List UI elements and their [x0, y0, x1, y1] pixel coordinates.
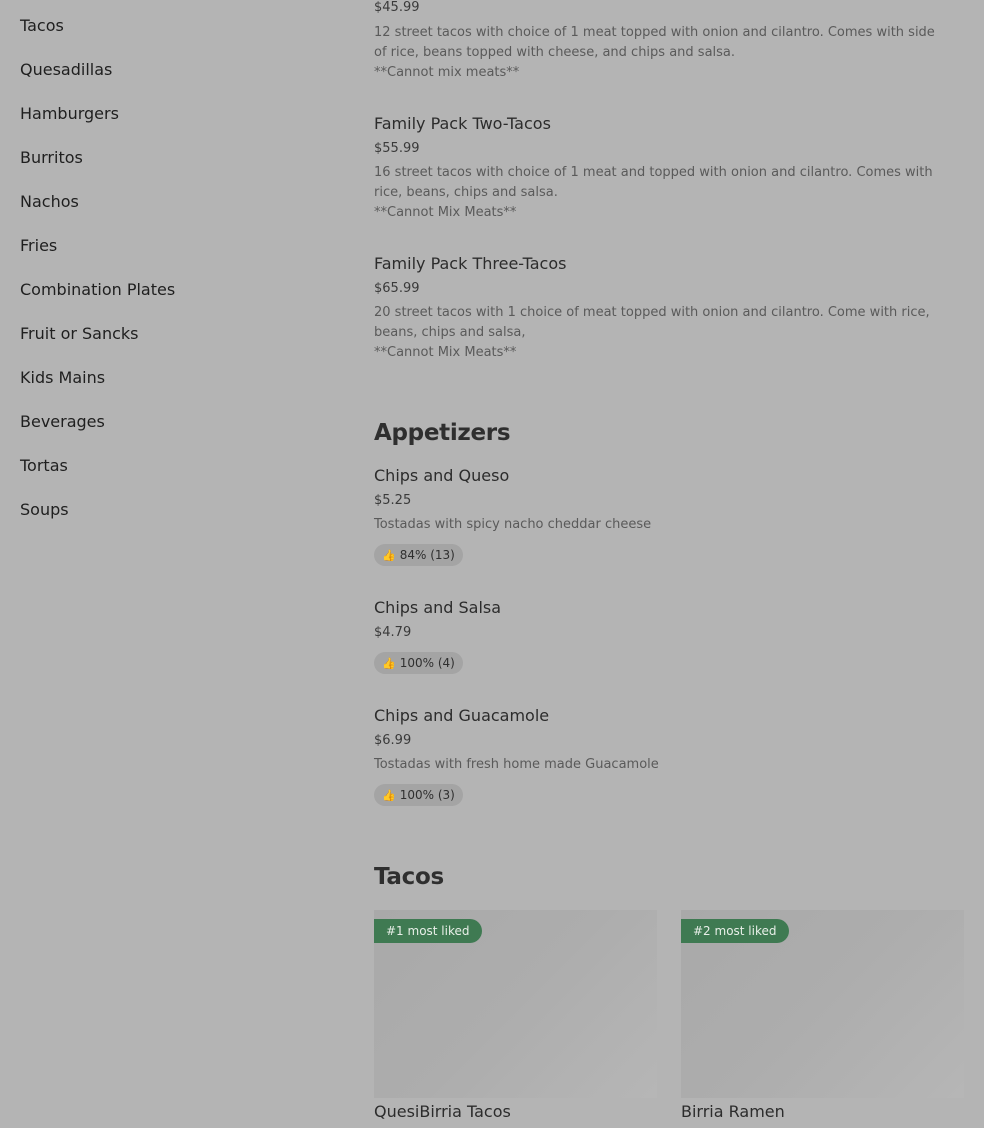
rating-text: 100% (3) [399, 788, 455, 802]
item-price: $55.99 [374, 141, 420, 156]
sidebar-item-nachos[interactable]: Nachos [20, 192, 79, 211]
rating-badge [374, 544, 463, 566]
rating-badge [374, 784, 463, 806]
featured-card-quesibirria-tacos[interactable] [374, 910, 657, 1098]
item-note: **Cannot Mix Meats** [374, 345, 517, 360]
sidebar-item-hamburgers[interactable]: Hamburgers [20, 104, 119, 123]
card-title[interactable]: QuesiBirria Tacos [374, 1102, 511, 1121]
sidebar-item-combination-plates[interactable]: Combination Plates [20, 280, 176, 299]
most-liked-badge: #1 most liked [374, 919, 482, 943]
sidebar-item-fruit-or-sancks[interactable]: Fruit or Sancks [20, 324, 139, 343]
sidebar-item-tacos[interactable]: Tacos [20, 16, 64, 35]
section-title-tacos: Tacos [374, 864, 444, 890]
thumbs-up-icon: 👍 [382, 788, 396, 802]
sidebar-item-fries[interactable]: Fries [20, 236, 58, 255]
sidebar-item-tortas[interactable]: Tortas [20, 456, 68, 475]
item-description: 12 street tacos with choice of 1 meat topped with onion and cilantro. Comes with side of rice, beans topped with cheese, and chips and salsa. [374, 25, 935, 60]
section-title-appetizers: Appetizers [374, 420, 511, 446]
item-description: Tostadas with spicy nacho cheddar cheese [374, 517, 652, 532]
rating-badge [374, 652, 463, 674]
item-price: $4.79 [374, 625, 412, 640]
item-name: Chips and Queso [374, 466, 510, 485]
rating-text: 100% (4) [399, 656, 455, 670]
sidebar-item-kids-mains[interactable]: Kids Mains [20, 368, 106, 387]
most-liked-badge: #2 most liked [681, 919, 789, 943]
item-description: Tostadas with fresh home made Guacamole [374, 757, 659, 772]
item-note: **Cannot mix meats** [374, 65, 520, 80]
item-name: Family Pack Two-Tacos [374, 114, 551, 133]
sidebar-item-burritos[interactable]: Burritos [20, 148, 83, 167]
sidebar-item-soups[interactable]: Soups [20, 500, 69, 519]
item-description: 20 street tacos with 1 choice of meat topped with onion and cilantro. Come with rice, beans, chips and salsa, [374, 305, 930, 340]
item-price: $45.99 [374, 0, 420, 15]
rating-text: 84% (13) [399, 548, 455, 562]
item-price: $65.99 [374, 281, 420, 296]
item-price: $6.99 [374, 733, 412, 748]
item-name: Chips and Guacamole [374, 706, 550, 725]
item-name: Family Pack Three-Tacos [374, 254, 567, 273]
featured-card-birria-ramen[interactable] [681, 910, 964, 1098]
thumbs-up-icon: 👍 [382, 548, 396, 562]
item-note: **Cannot Mix Meats** [374, 205, 517, 220]
sidebar-item-beverages[interactable]: Beverages [20, 412, 105, 431]
sidebar-item-quesadillas[interactable]: Quesadillas [20, 60, 113, 79]
card-title[interactable]: Birria Ramen [681, 1102, 785, 1121]
item-price: $5.25 [374, 493, 412, 508]
item-description: 16 street tacos with choice of 1 meat and topped with onion and cilantro. Comes with rice, beans, chips and salsa. [374, 165, 933, 200]
thumbs-up-icon: 👍 [382, 656, 396, 670]
item-name: Chips and Salsa [374, 598, 502, 617]
